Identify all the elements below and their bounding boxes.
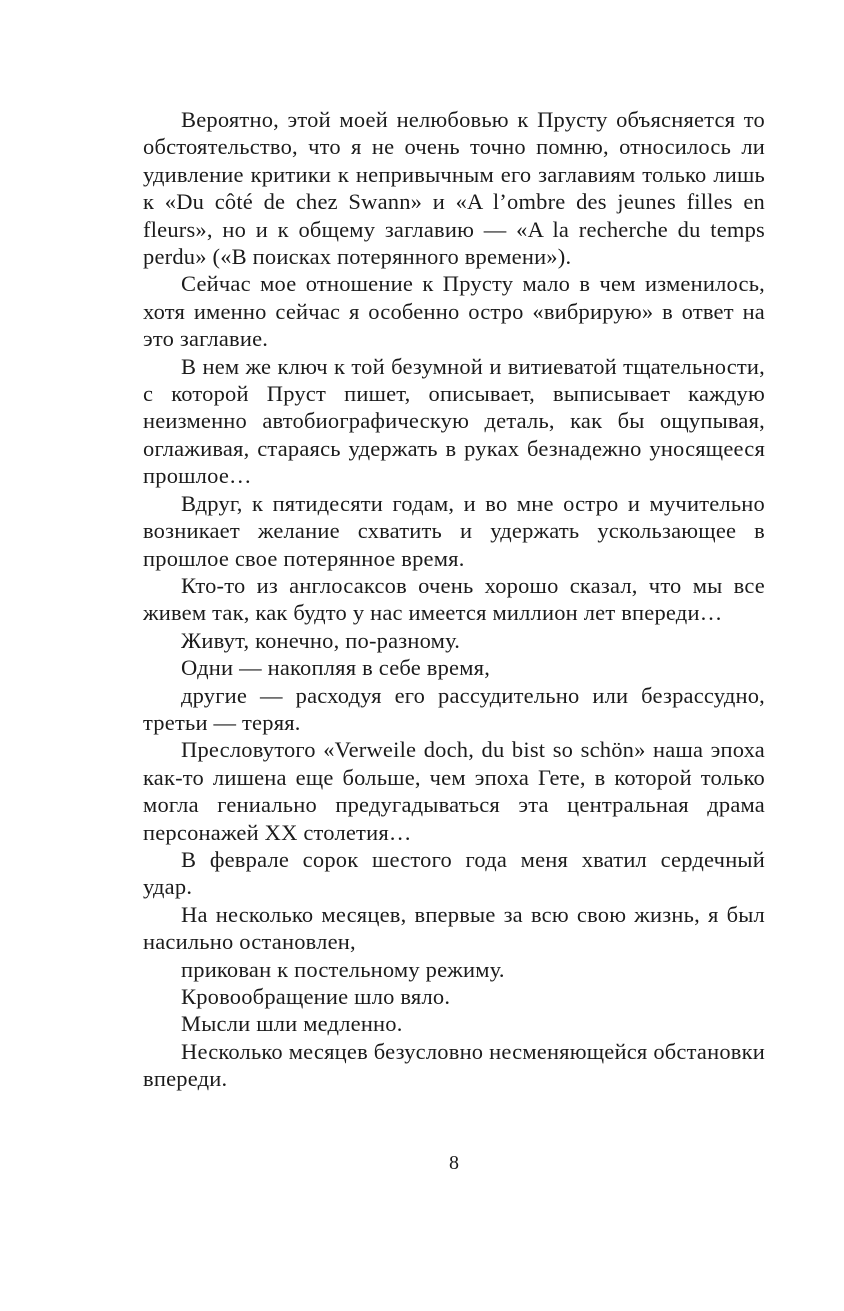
paragraph: В феврале сорок шестого года меня хватил сердечный удар. <box>143 846 765 900</box>
text-block <box>143 106 765 1093</box>
paragraph: Вдруг, к пятидесяти годам, и во мне остро и мучительно возникает желание схватить и удержать ускользающее в прошлое свое потерянное время. <box>143 490 765 571</box>
paragraph: Пресловутого «Verweile doch, du bist so schön» наша эпоха как-то лишена еще больше, чем эпоха Гете, в которой только могла гениально предугадываться эта центральная драма персонажей XX столетия… <box>143 737 765 845</box>
paragraph: Сейчас мое отношение к Прусту мало в чем изменилось, хотя именно сейчас я особенно остро «вибрирую» в ответ на это заглавие. <box>143 271 765 352</box>
paragraph: Вероятно, этой моей нелюбовью к Прусту объясняется то обстоятельство, что я не очень точно помню, относилось ли удивление критики к непривычным его заглавиям только лишь к «Du côté de chez Swann» и «A l’ombre des jeunes filles en fleurs», но и к общему заглавию — «A la recherche du temps perdu» («В поисках потерянного времени»). <box>143 107 765 270</box>
paragraph: другие — расходуя его рассудительно или безрассудно, третьи — теряя. <box>143 682 765 735</box>
paragraph: Одни — накопляя в себе время, <box>181 655 491 681</box>
paragraph: Живут, конечно, по-разному. <box>181 627 461 653</box>
paragraph: Кровообращение шло вяло. <box>181 984 451 1009</box>
paragraph: Мысли шли медленно. <box>181 1011 403 1037</box>
page-number: 8 <box>449 1152 459 1174</box>
paragraph: Несколько месяцев безусловно несменяющейся обстановки впереди. <box>143 1038 765 1092</box>
paragraph: прикован к постельному режиму. <box>181 956 505 982</box>
paragraph: В нем же ключ к той безумной и витиеватой тщательности, с которой Пруст пишет, описывает, выписывает каждую неизменно автобиографическую деталь, как бы ощупывая, оглаживая, стараясь удержать в руках безнадежно уносящееся прошлое… <box>143 353 765 489</box>
paragraph: Кто-то из англосаксов очень хорошо сказал, что мы все живем так, как будто у нас имеется миллион лет впереди… <box>143 572 765 626</box>
paragraph: На несколько месяцев, впервые за всю свою жизнь, я был насильно остановлен, <box>143 901 765 955</box>
